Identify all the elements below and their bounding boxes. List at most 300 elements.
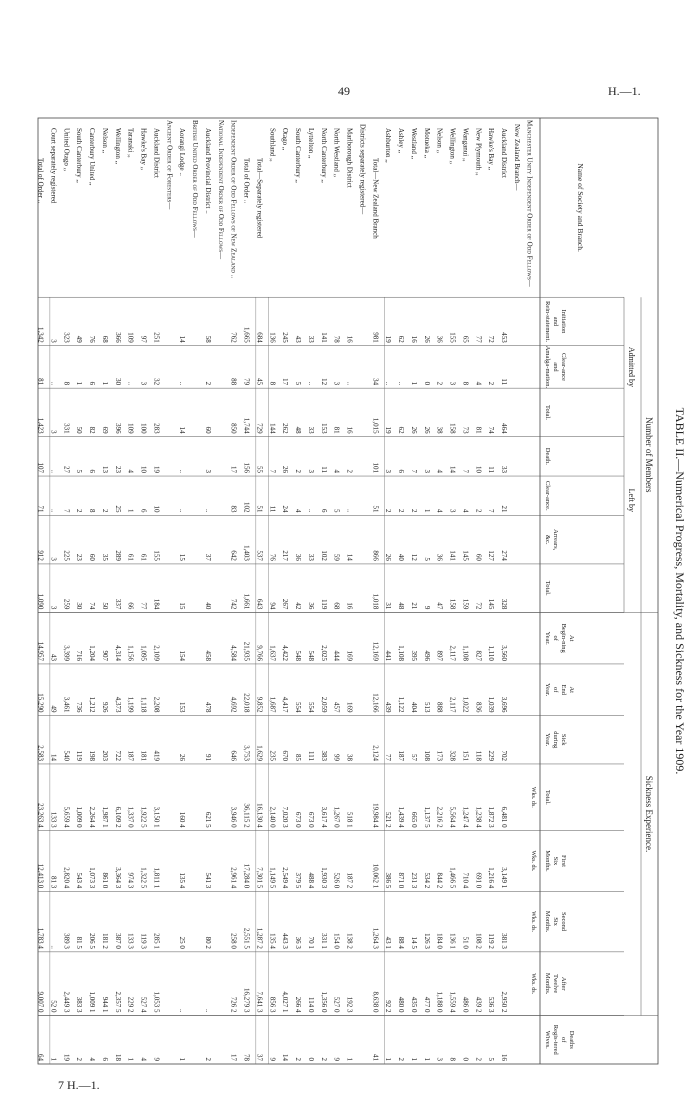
table-cell: 4,422 <box>281 645 290 661</box>
table-cell: 156 <box>242 462 251 474</box>
table-cell: 26 <box>422 426 431 434</box>
row-label: National Independent Order of Odd Fellows— <box>216 120 225 260</box>
table-cell: 548 <box>294 650 303 661</box>
table-cell: 1,744 <box>242 417 251 434</box>
table-cell: 109 <box>126 423 135 434</box>
table-cell: 2 <box>75 1057 84 1061</box>
table-cell: 15,290 <box>36 693 45 713</box>
table-cell: 2,551 5 <box>242 927 251 949</box>
table-cell: 92 2 <box>384 1000 393 1013</box>
table-cell: 138 2 <box>345 933 354 949</box>
table-cell: 37 <box>203 553 212 561</box>
table-cell: 30 <box>75 602 84 610</box>
column-header: Total. <box>544 580 551 596</box>
table-cell: 6 <box>139 508 148 513</box>
table-cell: 1,156 <box>126 645 135 661</box>
table-cell: 1,188 0 <box>435 991 444 1013</box>
table-cell: 43 <box>294 335 303 343</box>
table-cell: 1,922 5 <box>139 806 148 828</box>
table-cell: 1,122 <box>397 696 406 713</box>
table-cell: 64 <box>36 1054 45 1061</box>
table-cell: 4,584 <box>229 645 238 661</box>
table-cell: 836 <box>474 701 483 713</box>
table-cell: 665 0 <box>409 811 418 828</box>
table-cell: 1,199 <box>126 696 135 713</box>
table-cell: 101 <box>371 462 380 474</box>
table-cell: 4,314 <box>113 645 122 661</box>
table-cell: 912 <box>36 550 45 561</box>
table-cell: 1,015 <box>371 417 380 434</box>
table-cell: 25 0 <box>178 936 187 949</box>
table-cell: 3,753 <box>242 745 251 761</box>
table-cell: 229 2 <box>126 996 135 1013</box>
table-cell: 181 2 <box>100 933 109 949</box>
table-cell: 50 <box>100 602 109 610</box>
table-cell: 441 <box>384 650 393 661</box>
row-label: Ashburton ,, <box>384 128 393 163</box>
table-cell: 73 <box>461 426 470 434</box>
row-label: Marlborough District <box>345 128 354 188</box>
table-cell: 154 <box>178 650 187 661</box>
table-cell: 3,364 3 <box>113 867 122 889</box>
table-cell: 26 <box>281 466 290 474</box>
table-cell: 181 <box>139 750 148 761</box>
table-cell: 119 2 <box>487 933 496 949</box>
table-cell: 91 <box>203 753 212 761</box>
table-cell: 23,263 4 <box>36 803 45 828</box>
table-cell: 24 <box>281 505 290 513</box>
table-cell: 1,149 5 <box>268 867 277 889</box>
table-cell: 736 <box>75 701 84 713</box>
table-cell: 262 <box>281 423 290 434</box>
table-cell: 78 <box>242 1054 251 1061</box>
table-cell: 109 <box>126 332 135 343</box>
table-cell: 12,413 0 <box>36 863 45 889</box>
table-cell: 36,115 2 <box>242 803 251 828</box>
table-cell: 127 <box>487 550 496 561</box>
table-cell: 1,090 <box>36 593 45 610</box>
table-cell: 366 <box>113 332 122 343</box>
table-cell: 17 <box>281 378 290 386</box>
table-cell: 21 <box>499 505 508 513</box>
table-cell: 76 <box>88 335 97 343</box>
table-cell: 4 <box>461 508 470 513</box>
table-cell: 7 <box>62 508 71 513</box>
table-cell: 225 <box>62 550 71 561</box>
row-label: Taranaki ,, <box>126 128 135 158</box>
table-cell: 457 <box>332 701 341 713</box>
row-label: Wanganui ,, <box>461 128 470 162</box>
table-cell: 527 4 <box>139 996 148 1013</box>
table-cell: 7 <box>487 508 496 513</box>
table-cell: 267 <box>281 598 290 610</box>
table-cell: 2 <box>203 1057 212 1061</box>
table-cell: 513 <box>422 701 431 713</box>
table-cell: 1 <box>422 1057 431 1061</box>
table-cell: 646 <box>229 750 238 761</box>
table-cell: 135 4 <box>178 872 187 889</box>
table-cell: 283 <box>152 423 161 434</box>
row-label: Aorangi Lodge .. <box>178 128 187 176</box>
table-cell: 1,022 <box>461 696 470 713</box>
table-cell: 2 <box>100 508 109 513</box>
table-cell: 19 <box>152 466 161 474</box>
table-cell: 14 5 <box>409 936 418 949</box>
table-cell: .. <box>49 381 58 386</box>
table-cell: 337 <box>113 598 122 610</box>
table-cell: 1 <box>345 1057 354 1061</box>
table-cell: 2,449 3 <box>62 991 71 1013</box>
table-cell: 1,322 5 <box>139 867 148 889</box>
table-cell: 16,279 3 <box>242 988 251 1013</box>
table-cell: 5,659 4 <box>62 806 71 828</box>
table-cell: 907 <box>100 650 109 661</box>
table-cell: 51 0 <box>461 936 470 949</box>
table-cell: 3,696 <box>499 696 508 713</box>
column-header: FirstSixMonths. <box>544 850 567 872</box>
table-cell: 1 <box>126 508 135 513</box>
table-cell: 126 3 <box>422 933 431 949</box>
table-cell: 518 1 <box>345 811 354 828</box>
table-cell: 15 <box>178 553 187 561</box>
table-cell: 45 <box>255 378 264 386</box>
table-cell: 1 <box>49 1057 58 1061</box>
table-cell: 78 <box>332 335 341 343</box>
table-cell: 66 <box>126 602 135 610</box>
table-cell: 48 <box>397 602 406 610</box>
table-cell: 187 <box>397 750 406 761</box>
table-cell: 458 <box>203 650 212 661</box>
table-cell: 4,373 <box>113 696 122 713</box>
table-cell: 94 <box>268 602 277 610</box>
table-cell: 62 <box>397 335 406 343</box>
row-label: North Canterbury ,, <box>319 128 328 183</box>
table-cell: 2 <box>319 1057 328 1061</box>
header-number-of-members: Number of Members <box>644 417 654 493</box>
table-cell: 1,009 0 <box>75 806 84 828</box>
row-label: Motueka ,, <box>422 128 431 159</box>
page-number: 49 <box>338 84 350 98</box>
table-cell: 3 <box>306 469 315 474</box>
table-cell: 55 <box>255 466 264 474</box>
table-cell: 9 <box>268 1057 277 1061</box>
table-cell: 328 <box>499 598 508 610</box>
table-cell: 7 <box>461 469 470 474</box>
table-cell: 4 <box>126 469 135 474</box>
table-cell: 1,629 <box>255 745 264 761</box>
table-cell: 1,661 <box>242 593 251 610</box>
table-cell: .. <box>306 381 315 386</box>
table-cell: 1,267 0 <box>332 806 341 828</box>
table-cell: 83 <box>229 505 238 513</box>
table-cell: 1,018 <box>371 593 380 610</box>
table-cell: 480 0 <box>397 996 406 1013</box>
row-label: Otago ,, <box>281 128 290 151</box>
table-cell: 2,264 4 <box>88 806 97 828</box>
table-cell: 6 <box>88 469 97 474</box>
table-cell: 76 <box>268 553 277 561</box>
table-cell: 36 3 <box>294 936 303 949</box>
table-cell: 6 <box>397 469 406 474</box>
table-cell: 36 <box>294 553 303 561</box>
row-label: Court separately registered <box>49 128 58 204</box>
table-cell: 2 <box>397 508 406 513</box>
table-cell: 861 0 <box>100 872 109 889</box>
table-cell: 136 1 <box>448 933 457 949</box>
table-cell: 7 <box>268 469 277 474</box>
table-cell: 14 <box>49 753 58 761</box>
table-cell: 856 3 <box>268 996 277 1013</box>
table-cell: 1 <box>178 1057 187 1061</box>
table-cell: 3 <box>49 557 58 561</box>
table-cell: 36 <box>435 553 444 561</box>
table-cell: 464 <box>499 423 508 434</box>
table-cell: 135 4 <box>268 933 277 949</box>
table-cell: 742 <box>229 598 238 610</box>
table-cell: 541 3 <box>203 872 212 889</box>
page-code-top: H.—1. <box>608 84 641 98</box>
table-cell: 3 <box>49 339 58 343</box>
table-cell: 100 <box>139 423 148 434</box>
table-cell: 159 <box>461 598 470 610</box>
table-cell: 231 3 <box>409 872 418 889</box>
table-cell: 14 <box>178 426 187 434</box>
table-cell: 2 <box>75 508 84 513</box>
table-cell: 8 <box>62 381 71 386</box>
table-cell: 389 3 <box>62 933 71 949</box>
table-cell: 2,820 4 <box>62 867 71 889</box>
table-cell: .. <box>178 469 187 474</box>
table-cell: 2 <box>397 1057 406 1061</box>
table-cell: 1,423 <box>36 417 45 434</box>
table-cell: 386 5 <box>384 872 393 889</box>
table-cell: 5,564 4 <box>448 806 457 828</box>
table-cell: 4,027 1 <box>281 991 290 1013</box>
table-cell: 259 <box>62 598 71 610</box>
table-cell: 47 <box>435 602 444 610</box>
table-cell: 68 <box>332 602 341 610</box>
table-cell: 65 <box>461 335 470 343</box>
table-cell: 381 3 <box>499 933 508 949</box>
table-cell: 6 <box>100 1057 109 1061</box>
table-cell: 3 <box>448 381 457 386</box>
table-cell: 119 <box>75 750 84 761</box>
table-cell: 9,852 <box>255 696 264 713</box>
table-cell: 206 5 <box>88 933 97 949</box>
column-header: InitiationandRein-statement. <box>544 300 567 342</box>
table-cell: 7,301 5 <box>255 867 264 889</box>
row-label: Wellington ,, <box>448 128 457 165</box>
table-cell: 383 <box>319 750 328 761</box>
table-cell: 81 5 <box>75 936 84 949</box>
table-cell: 2,025 <box>319 645 328 661</box>
table-cell: 11 <box>487 466 496 474</box>
table-cell: 30 <box>113 378 122 386</box>
table-cell: 729 <box>255 423 264 434</box>
table-cell: 31 <box>384 602 393 610</box>
table-cell: 691 0 <box>474 872 483 889</box>
table-cell: 19 <box>384 335 393 343</box>
table-cell: 88 4 <box>397 936 406 949</box>
table-cell: 81 3 <box>49 876 58 889</box>
table-cell: 387 0 <box>113 933 122 949</box>
column-header: Clear-ance. <box>544 480 551 511</box>
table-cell: 13 <box>100 466 109 474</box>
table-cell: 141 <box>448 550 457 561</box>
table-cell: 136 <box>268 332 277 343</box>
table-cell: 3 <box>384 469 393 474</box>
table-cell: 151 <box>461 750 470 761</box>
table-cell: 77 <box>139 602 148 610</box>
table-cell: 85 <box>294 753 303 761</box>
table-cell: 1,137 5 <box>422 806 431 828</box>
table-cell: 19,984 4 <box>371 803 380 828</box>
table-cell: 4 <box>88 1057 97 1061</box>
table-cell: 486 0 <box>461 996 470 1013</box>
header-sickness: Sickness Experience. <box>644 775 654 853</box>
table-cell: 107 <box>36 462 45 474</box>
table-cell: 81 <box>36 378 45 386</box>
table-cell: 203 <box>100 750 109 761</box>
table-cell: 534 2 <box>422 872 431 889</box>
table-cell: 716 <box>75 650 84 661</box>
table-cell: 4,417 <box>281 696 290 713</box>
table-cell: 155 <box>448 332 457 343</box>
table-cell: 60 <box>203 426 212 434</box>
table-cell: 49 <box>49 705 58 713</box>
table-cell: 77 <box>474 335 483 343</box>
table-cell: 74 <box>88 602 97 610</box>
table-cell: 8 <box>88 508 97 513</box>
table-cell: 15 <box>178 602 187 610</box>
table-cell: 217 <box>281 550 290 561</box>
table-cell: 3 <box>203 469 212 474</box>
column-header: Clear-anceandAmalga-mation. <box>544 345 567 389</box>
column-header: DeathsofRegis-teredWives. <box>544 1024 575 1055</box>
table-cell: 3,149 1 <box>499 867 508 889</box>
table-cell: 478 <box>203 701 212 713</box>
table-cell: 2,950 2 <box>499 991 508 1013</box>
table-cell: 17 <box>229 466 238 474</box>
table-cell: 1,073 3 <box>88 867 97 889</box>
table-cell: 543 4 <box>75 872 84 889</box>
row-label: Auckland District <box>499 128 508 178</box>
table-cell: 1,356 0 <box>319 991 328 1013</box>
table-cell: 14 <box>178 335 187 343</box>
table-cell: 3,946 0 <box>229 806 238 828</box>
table-cell: 88 <box>229 378 238 386</box>
table-cell: 540 <box>62 750 71 761</box>
table-cell: 710 4 <box>461 872 470 889</box>
table-cell: 6 <box>319 508 328 513</box>
table-cell: 59 <box>332 553 341 561</box>
column-header: SickduringYear. <box>544 731 567 749</box>
wks-ds-label: Wks. ds. <box>530 786 536 808</box>
table-cell: 198 <box>88 750 97 761</box>
table-cell: 79 <box>242 378 251 386</box>
header-left-by: Left by <box>627 488 636 512</box>
table-cell: 1,811 1 <box>152 867 161 889</box>
row-label: Hawke's Bay ,, <box>487 128 496 171</box>
table-cell: 58 <box>203 335 212 343</box>
header-admitted-by: Admitted by <box>627 346 636 388</box>
table-cell: 4 <box>332 469 341 474</box>
table-cell: 144 <box>268 423 277 434</box>
table-cell: 266 4 <box>294 996 303 1013</box>
table-cell: 235 <box>268 750 277 761</box>
table-cell: 22,018 <box>242 693 251 713</box>
table-cell: 670 <box>281 750 290 761</box>
row-label: Hawke's Bay ,, <box>139 128 148 171</box>
row-label: North Westland ,, <box>332 128 341 178</box>
table-cell: 1 <box>100 381 109 386</box>
table-cell: 60 <box>474 553 483 561</box>
table-cell: 19 <box>62 1054 71 1061</box>
table-cell: 1 <box>384 1057 393 1061</box>
table-cell: 50 <box>75 426 84 434</box>
table-cell: 33 <box>499 466 508 474</box>
page-code-bottom: 7 H.—1. <box>58 1078 100 1092</box>
row-label: Auckland Provincial District .. <box>203 128 212 214</box>
table-cell: 25 <box>113 505 122 513</box>
table-cell: 1,665 <box>242 326 251 343</box>
table-cell: 187 <box>126 750 135 761</box>
table-cell: 169 <box>345 650 354 661</box>
table-cell: 323 <box>62 332 71 343</box>
table-cell: 7,020 3 <box>281 806 290 828</box>
table-cell: 5 <box>422 557 431 561</box>
table-cell: 1 <box>422 508 431 513</box>
table-cell: 16,130 4 <box>255 803 264 828</box>
table-cell: 251 <box>152 332 161 343</box>
table-cell: 21,935 <box>242 641 251 661</box>
table-cell: 7,641 3 <box>255 991 264 1013</box>
table-cell: 17 <box>229 1054 238 1061</box>
table-cell: 153 <box>178 701 187 713</box>
table-cell: 944 1 <box>100 996 109 1013</box>
table-cell: 1,247 4 <box>461 806 470 828</box>
table-cell: 2,961 4 <box>229 867 238 889</box>
table-cell: 11 <box>499 378 508 386</box>
table-cell: 762 <box>229 332 238 343</box>
table-cell: 0 <box>306 1057 315 1061</box>
table-cell: .. <box>306 508 315 513</box>
table-cell: 60 <box>88 553 97 561</box>
table-cell: 331 1 <box>319 933 328 949</box>
table-cell: 49 <box>75 335 84 343</box>
table-cell: .. <box>203 508 212 513</box>
table-cell: 1,287 2 <box>255 927 264 949</box>
table-cell: 8 <box>268 381 277 386</box>
table-cell: 12 <box>319 378 328 386</box>
table-cell: 443 3 <box>281 933 290 949</box>
row-label: South Canterbury ,, <box>75 128 84 183</box>
column-header: Total. <box>544 404 551 420</box>
column-header: AtBegin-ningofYear. <box>544 623 575 653</box>
table-cell: 548 <box>306 650 315 661</box>
table-cell: 5 <box>487 1057 496 1061</box>
table-cell: 155 <box>152 550 161 561</box>
table-cell: 439 <box>384 701 393 713</box>
row-label: New Plymouth ,, <box>474 128 483 176</box>
table-cell: 1,930 3 <box>319 867 328 889</box>
table-cell: 81 <box>332 426 341 434</box>
table-cell: 2,140 0 <box>268 806 277 828</box>
table-cell: 2 <box>345 469 354 474</box>
table-cell: 10 <box>474 466 483 474</box>
table-cell: 527 0 <box>332 996 341 1013</box>
row-label: Ashley ,, <box>397 128 406 154</box>
